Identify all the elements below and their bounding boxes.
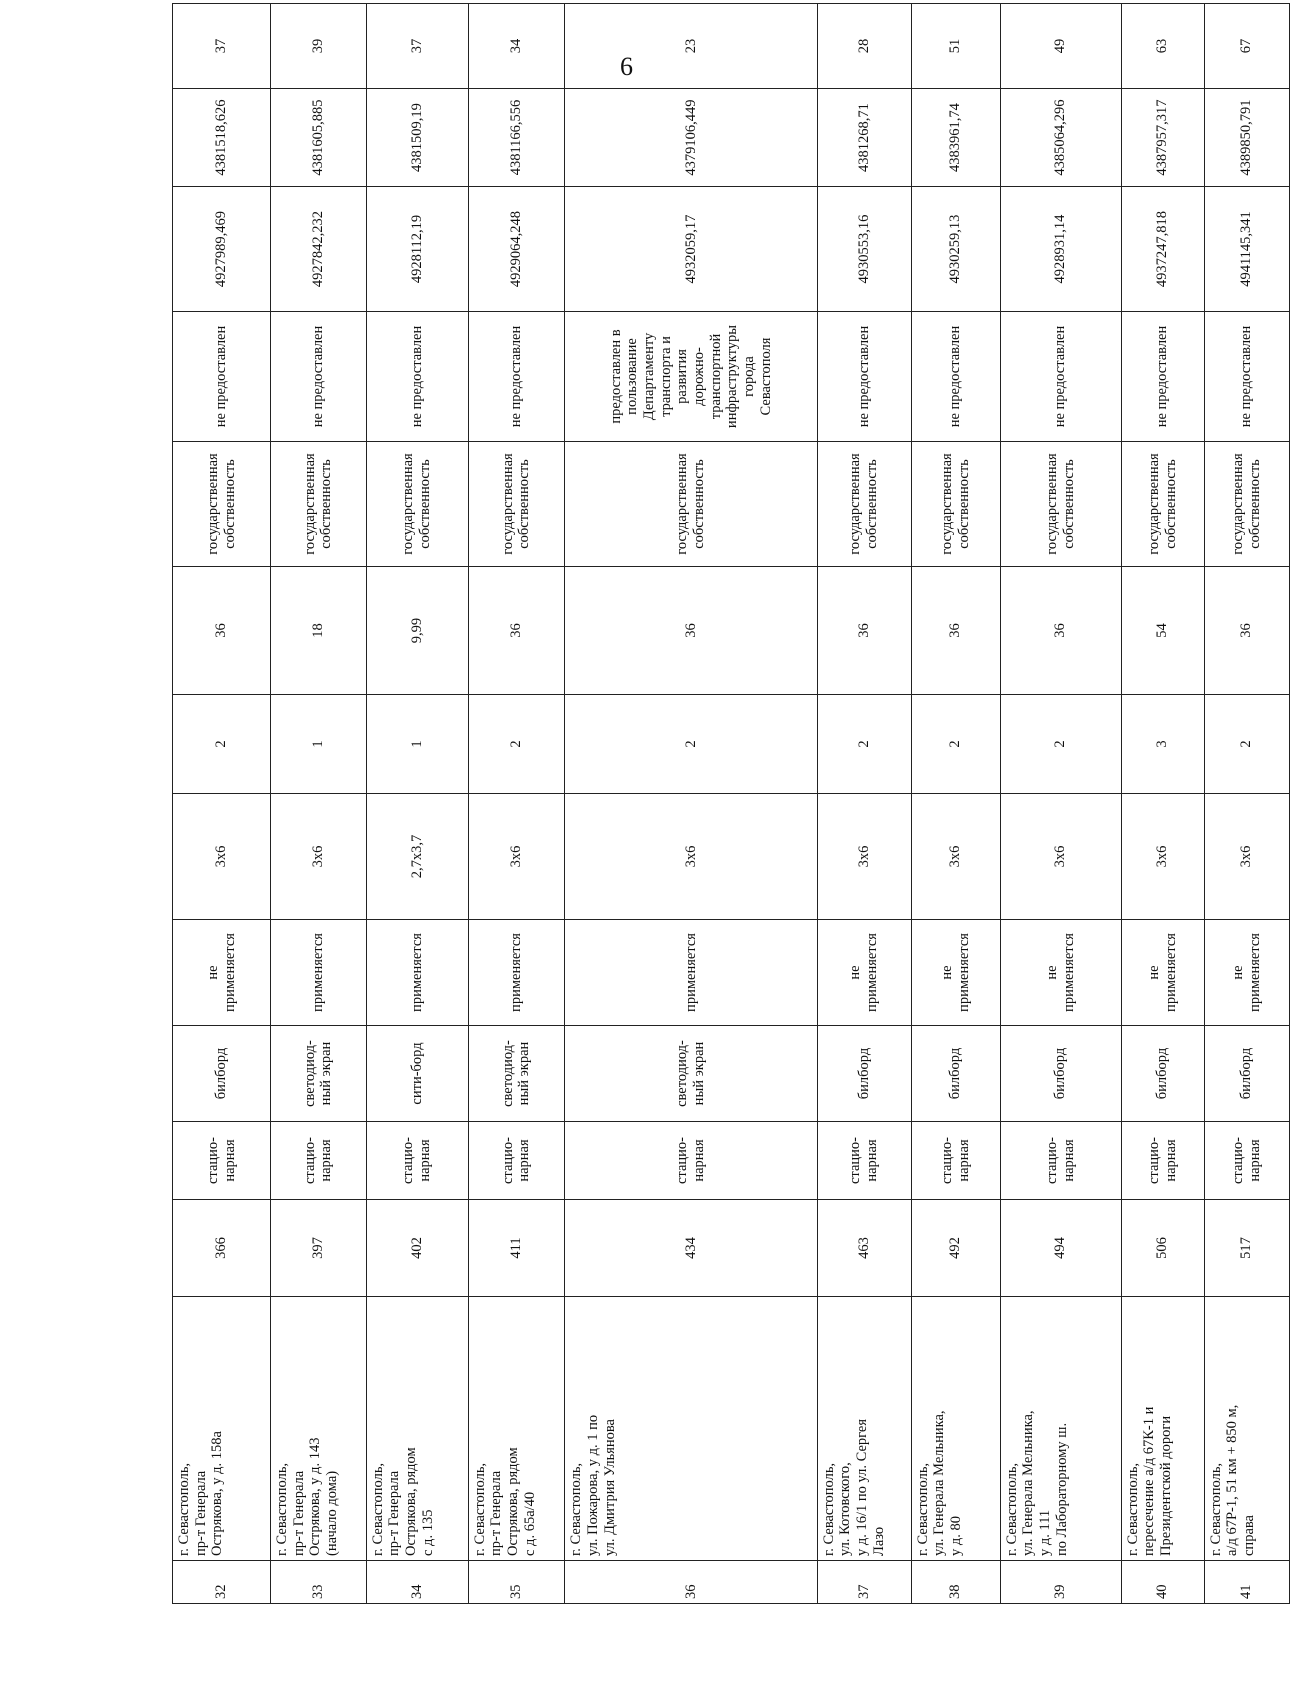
cell-land-provision: не предоставлен — [1000, 312, 1121, 442]
cell-ownership: государственная собственность — [565, 442, 817, 567]
cell-area: 36 — [565, 567, 817, 695]
cell-construction-type: билборд — [1204, 1026, 1289, 1122]
table-row — [1000, 4, 1121, 1604]
cell-land-provision: не предоставлен — [366, 312, 468, 442]
cell-coordinate-x: 4928931,14 — [1000, 187, 1121, 312]
cell-number: 34 — [366, 1561, 468, 1604]
cell-coordinate-y: 4381268,71 — [817, 89, 911, 187]
cell-land-provision: не предоставлен — [271, 312, 367, 442]
table-row — [911, 4, 1000, 1604]
cell-ownership: государственная собственность — [173, 442, 271, 567]
cell-construction-type: билборд — [1121, 1026, 1204, 1122]
cell-area: 36 — [817, 567, 911, 695]
table-row — [1204, 4, 1289, 1604]
cell-address: г. Севастополь, пр-т Генерала Острякова, у д. 143 (начало дома) — [271, 1297, 367, 1561]
table-row — [271, 4, 367, 1604]
cell-number: 38 — [911, 1561, 1000, 1604]
cell-coordinate-y: 4387957,317 — [1121, 89, 1204, 187]
cell-number: 35 — [468, 1561, 565, 1604]
cell-coordinate-x: 4930259,13 — [911, 187, 1000, 312]
placement-table — [172, 3, 1290, 1604]
cell-address: г. Севастополь, пр-т Генерала Острякова, у д. 158а — [173, 1297, 271, 1561]
cell-land-provision: не предоставлен — [817, 312, 911, 442]
cell-field-size: 3х6 — [565, 794, 817, 920]
cell-sides-count: 1 — [271, 695, 367, 794]
cell-image-change-technology: применяется — [271, 920, 367, 1026]
cell-registry-number: 517 — [1204, 1200, 1289, 1297]
cell-ownership: государственная собственность — [1204, 442, 1289, 567]
cell-address: г. Севастополь, ул. Генерала Мельника, у д. 111 по Лабораторному ш. — [1000, 1297, 1121, 1561]
table-row — [468, 4, 565, 1604]
cell-image-change-technology: не применяется — [911, 920, 1000, 1026]
cell-construction-kind: стацио- нарная — [173, 1122, 271, 1200]
cell-registry-number: 402 — [366, 1200, 468, 1297]
cell-image-change-technology: не применяется — [1000, 920, 1121, 1026]
cell-field-size: 3х6 — [1121, 794, 1204, 920]
cell-construction-kind: стацио- нарная — [1121, 1122, 1204, 1200]
cell-number: 33 — [271, 1561, 367, 1604]
cell-height: 37 — [366, 4, 468, 89]
cell-coordinate-x: 4929064,248 — [468, 187, 565, 312]
cell-area: 36 — [911, 567, 1000, 695]
cell-area: 36 — [1000, 567, 1121, 695]
cell-coordinate-x: 4932059,17 — [565, 187, 817, 312]
table-row — [817, 4, 911, 1604]
cell-area: 36 — [173, 567, 271, 695]
cell-sides-count: 2 — [173, 695, 271, 794]
cell-coordinate-x: 4927989,469 — [173, 187, 271, 312]
cell-field-size: 3х6 — [271, 794, 367, 920]
cell-address: г. Севастополь, пр-т Генерала Острякова, рядом с д. 135 — [366, 1297, 468, 1561]
cell-coordinate-x: 4937247,818 — [1121, 187, 1204, 312]
cell-image-change-technology: применяется — [468, 920, 565, 1026]
cell-sides-count: 2 — [468, 695, 565, 794]
cell-coordinate-x: 4930553,16 — [817, 187, 911, 312]
cell-construction-kind: стацио- нарная — [468, 1122, 565, 1200]
cell-number: 36 — [565, 1561, 817, 1604]
cell-height: 51 — [911, 4, 1000, 89]
cell-construction-type: билборд — [173, 1026, 271, 1122]
cell-coordinate-x: 4941145,341 — [1204, 187, 1289, 312]
cell-construction-type: светодиод- ный экран — [271, 1026, 367, 1122]
cell-sides-count: 2 — [1000, 695, 1121, 794]
cell-number: 39 — [1000, 1561, 1121, 1604]
cell-image-change-technology: не применяется — [1121, 920, 1204, 1026]
cell-number: 41 — [1204, 1561, 1289, 1604]
cell-field-size: 3х6 — [173, 794, 271, 920]
cell-ownership: государственная собственность — [911, 442, 1000, 567]
cell-field-size: 3х6 — [817, 794, 911, 920]
cell-land-provision: не предоставлен — [1204, 312, 1289, 442]
cell-registry-number: 366 — [173, 1200, 271, 1297]
cell-sides-count: 3 — [1121, 695, 1204, 794]
cell-image-change-technology: не применяется — [817, 920, 911, 1026]
cell-construction-type: сити-борд — [366, 1026, 468, 1122]
cell-field-size: 3х6 — [468, 794, 565, 920]
cell-sides-count: 1 — [366, 695, 468, 794]
cell-address: г. Севастополь, ул. Пожарова, у д. 1 по ул. Дмитрия Ульянова — [565, 1297, 817, 1561]
cell-area: 36 — [1204, 567, 1289, 695]
cell-registry-number: 411 — [468, 1200, 565, 1297]
cell-address: г. Севастополь, пр-т Генерала Острякова, рядом с д. 65а/40 — [468, 1297, 565, 1561]
table-row — [366, 4, 468, 1604]
cell-image-change-technology: применяется — [565, 920, 817, 1026]
cell-field-size: 3х6 — [911, 794, 1000, 920]
cell-coordinate-y: 4383961,74 — [911, 89, 1000, 187]
cell-coordinate-y: 4385064,296 — [1000, 89, 1121, 187]
cell-construction-kind: стацио- нарная — [911, 1122, 1000, 1200]
cell-coordinate-y: 4381605,885 — [271, 89, 367, 187]
cell-ownership: государственная собственность — [271, 442, 367, 567]
cell-coordinate-y: 4381166,556 — [468, 89, 565, 187]
cell-height: 67 — [1204, 4, 1289, 89]
cell-area: 54 — [1121, 567, 1204, 695]
table-row — [1121, 4, 1204, 1604]
cell-construction-kind: стацио- нарная — [817, 1122, 911, 1200]
cell-construction-type: светодиод- ный экран — [565, 1026, 817, 1122]
cell-image-change-technology: применяется — [366, 920, 468, 1026]
cell-address: г. Севастополь, ул. Генерала Мельника, у д. 80 — [911, 1297, 1000, 1561]
cell-height: 39 — [271, 4, 367, 89]
cell-number: 37 — [817, 1561, 911, 1604]
cell-sides-count: 2 — [1204, 695, 1289, 794]
cell-height: 63 — [1121, 4, 1204, 89]
cell-image-change-technology: не применяется — [173, 920, 271, 1026]
cell-coordinate-x: 4928112,19 — [366, 187, 468, 312]
cell-registry-number: 506 — [1121, 1200, 1204, 1297]
cell-construction-type: билборд — [911, 1026, 1000, 1122]
cell-registry-number: 494 — [1000, 1200, 1121, 1297]
cell-field-size: 3х6 — [1204, 794, 1289, 920]
cell-land-provision: не предоставлен — [468, 312, 565, 442]
cell-height: 37 — [173, 4, 271, 89]
cell-field-size: 2,7х3,7 — [366, 794, 468, 920]
cell-registry-number: 463 — [817, 1200, 911, 1297]
cell-height: 34 — [468, 4, 565, 89]
cell-area: 36 — [468, 567, 565, 695]
cell-land-provision: не предоставлен — [911, 312, 1000, 442]
cell-area: 9,99 — [366, 567, 468, 695]
cell-construction-kind: стацио- нарная — [565, 1122, 817, 1200]
cell-ownership: государственная собственность — [1121, 442, 1204, 567]
cell-registry-number: 492 — [911, 1200, 1000, 1297]
cell-field-size: 3х6 — [1000, 794, 1121, 920]
cell-address: г. Севастополь, а/д 67Р-1, 51 км + 850 м, справа — [1204, 1297, 1289, 1561]
cell-registry-number: 397 — [271, 1200, 367, 1297]
cell-construction-kind: стацио- нарная — [1000, 1122, 1121, 1200]
cell-number: 32 — [173, 1561, 271, 1604]
cell-registry-number: 434 — [565, 1200, 817, 1297]
cell-ownership: государственная собственность — [366, 442, 468, 567]
cell-number: 40 — [1121, 1561, 1204, 1604]
cell-height: 49 — [1000, 4, 1121, 89]
cell-land-provision: предоставлен в пользование Департаменту транспорта и развития дорожно- транспортной инфраструктуры города Севастополя — [565, 312, 817, 442]
table-row — [173, 4, 271, 1604]
cell-construction-type: светодиод- ный экран — [468, 1026, 565, 1122]
cell-construction-kind: стацио- нарная — [366, 1122, 468, 1200]
cell-land-provision: не предоставлен — [173, 312, 271, 442]
cell-image-change-technology: не применяется — [1204, 920, 1289, 1026]
cell-construction-kind: стацио- нарная — [1204, 1122, 1289, 1200]
cell-coordinate-y: 4381518,626 — [173, 89, 271, 187]
cell-ownership: государственная собственность — [1000, 442, 1121, 567]
cell-sides-count: 2 — [817, 695, 911, 794]
cell-coordinate-y: 4389850,791 — [1204, 89, 1289, 187]
cell-ownership: государственная собственность — [817, 442, 911, 567]
cell-construction-kind: стацио- нарная — [271, 1122, 367, 1200]
cell-construction-type: билборд — [1000, 1026, 1121, 1122]
cell-area: 18 — [271, 567, 367, 695]
cell-coordinate-x: 4927842,232 — [271, 187, 367, 312]
cell-address: г. Севастополь, пересечение а/д 67К-1 и Президентской дороги — [1121, 1297, 1204, 1561]
cell-height: 23 — [565, 4, 817, 89]
cell-land-provision: не предоставлен — [1121, 312, 1204, 442]
cell-address: г. Севастополь, ул. Котовского, у д. 16/1 по ул. Сергея Лазо — [817, 1297, 911, 1561]
table-body — [173, 4, 1290, 1604]
cell-coordinate-y: 4379106,449 — [565, 89, 817, 187]
cell-sides-count: 2 — [565, 695, 817, 794]
cell-construction-type: билборд — [817, 1026, 911, 1122]
cell-ownership: государственная собственность — [468, 442, 565, 567]
cell-height: 28 — [817, 4, 911, 89]
table-row — [565, 4, 817, 1604]
cell-sides-count: 2 — [911, 695, 1000, 794]
table-wrapper — [172, 38, 1290, 1604]
page-number: 6 — [620, 52, 633, 81]
cell-coordinate-y: 4381509,19 — [366, 89, 468, 187]
